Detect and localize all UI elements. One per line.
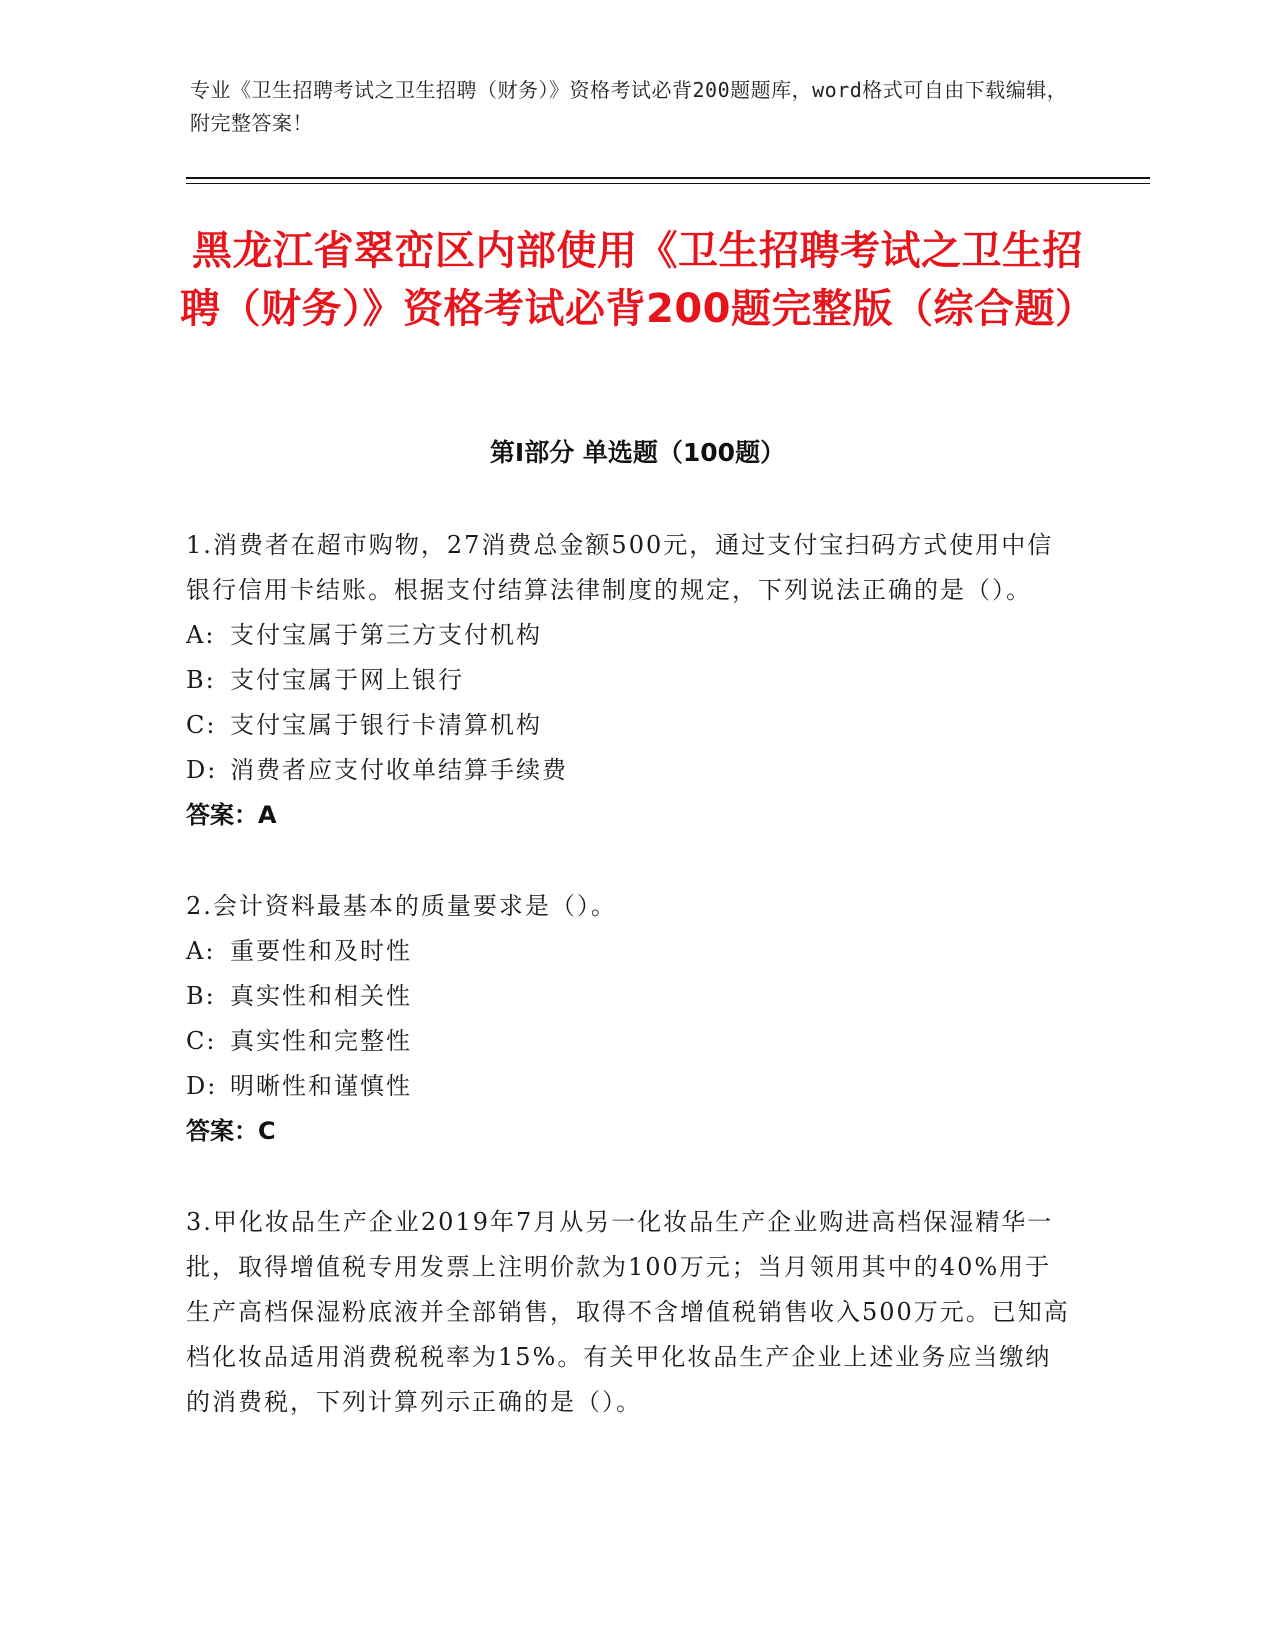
header-rule-thin xyxy=(186,183,1150,184)
option-text: 消费者应支付收单结算手续费 xyxy=(230,756,568,784)
option-text: 真实性和相关性 xyxy=(230,982,412,1010)
option-d xyxy=(186,748,1076,793)
header-note: 专业《卫生招聘考试之卫生招聘（财务）》资格考试必背200题题库，word格式可自由下载编辑，附完整答案！ xyxy=(190,78,1068,135)
option-letter: B: xyxy=(186,666,216,694)
option-letter: A: xyxy=(186,621,216,649)
option-text: 真实性和完整性 xyxy=(230,1027,412,1055)
option-c xyxy=(186,1019,1076,1064)
question-text: 3.甲化妆品生产企业2019年7月从另一化妆品生产企业购进高档保湿精华一批，取得增值税专用发票上注明价款为100万元；当月领用其中的40%用于生产高档保湿粉底液并全部销售，取得不含增值税销售收入500万元。已知高档化妆品适用消费税税率为15%。有关甲化妆品生产企业上述业务应当缴纳的消费税，下列计算列示正确的是（）。 xyxy=(186,1208,1070,1416)
option-a xyxy=(186,613,1076,658)
question-text: 2.会计资料最基本的质量要求是（）。 xyxy=(186,892,617,920)
option-letter: A: xyxy=(186,937,216,965)
option-letter: B: xyxy=(186,982,216,1010)
question-text: 1.消费者在超市购物，27消费总金额500元，通过支付宝扫码方式使用中信银行信用卡结账。根据支付结算法律制度的规定，下列说法正确的是（）。 xyxy=(186,531,1054,604)
option-letter: C: xyxy=(186,711,217,739)
answer: 答案：C xyxy=(186,1117,276,1145)
option-text: 支付宝属于第三方支付机构 xyxy=(230,621,542,649)
option-c xyxy=(186,703,1076,748)
option-letter: C: xyxy=(186,1027,217,1055)
section-title: 第Ⅰ部分 单选题（100题） xyxy=(489,438,786,467)
option-b xyxy=(186,974,1076,1019)
document-title: 黑龙江省翠峦区内部使用《卫生招聘考试之卫生招聘（财务）》资格考试必背200题完整版（综合题） xyxy=(180,228,1096,332)
question-1 xyxy=(186,523,1076,838)
option-text: 明晰性和谨慎性 xyxy=(230,1072,412,1100)
option-letter: D: xyxy=(186,1072,218,1100)
option-text: 支付宝属于网上银行 xyxy=(230,666,464,694)
option-b xyxy=(186,658,1076,703)
option-text: 支付宝属于银行卡清算机构 xyxy=(230,711,542,739)
header-rule-thick xyxy=(186,177,1150,179)
question-list xyxy=(186,523,1076,1471)
option-text: 重要性和及时性 xyxy=(230,937,412,965)
question-3 xyxy=(186,1200,1076,1425)
option-a xyxy=(186,929,1076,974)
option-letter: D: xyxy=(186,756,218,784)
question-2 xyxy=(186,884,1076,1154)
option-d xyxy=(186,1064,1076,1109)
answer: 答案：A xyxy=(186,801,277,829)
